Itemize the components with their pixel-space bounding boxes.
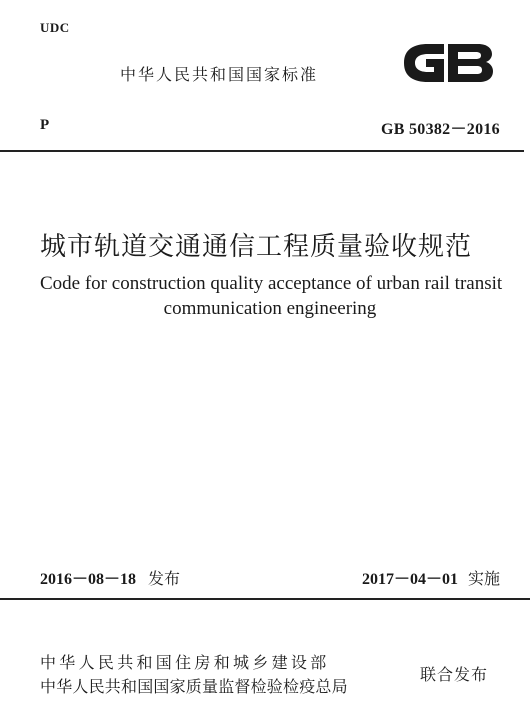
classification-code: P: [40, 117, 50, 133]
publisher-line1: 中华人民共和国住房和城乡建设部: [40, 653, 330, 672]
implement-date-block: [362, 566, 500, 589]
gb-logo-icon: [400, 40, 496, 86]
top-divider: [0, 150, 524, 152]
standard-number: GB 50382－2016: [380, 121, 500, 138]
publisher-line2: 中华人民共和国国家质量监督检验检疫总局: [40, 677, 348, 696]
title-english-line1: Code for construction quality acceptance of urban rail transit: [40, 273, 503, 294]
title-chinese: 城市轨道交通通信工程质量验收规范: [40, 232, 473, 262]
issue-date-block: [40, 566, 180, 589]
joint-publish-label: 联合发布: [420, 665, 489, 684]
national-standard-label: 中华人民共和国国家标准: [120, 65, 319, 84]
implement-date: 2017－04－01: [361, 571, 458, 588]
title-english-line2: communication engineering: [163, 298, 377, 319]
udc-label: UDC: [40, 20, 70, 35]
implement-label: 实施: [467, 569, 500, 588]
issue-label: 发布: [148, 569, 181, 588]
issue-date: 2016－08－18: [40, 571, 137, 588]
bottom-divider: [0, 598, 530, 600]
